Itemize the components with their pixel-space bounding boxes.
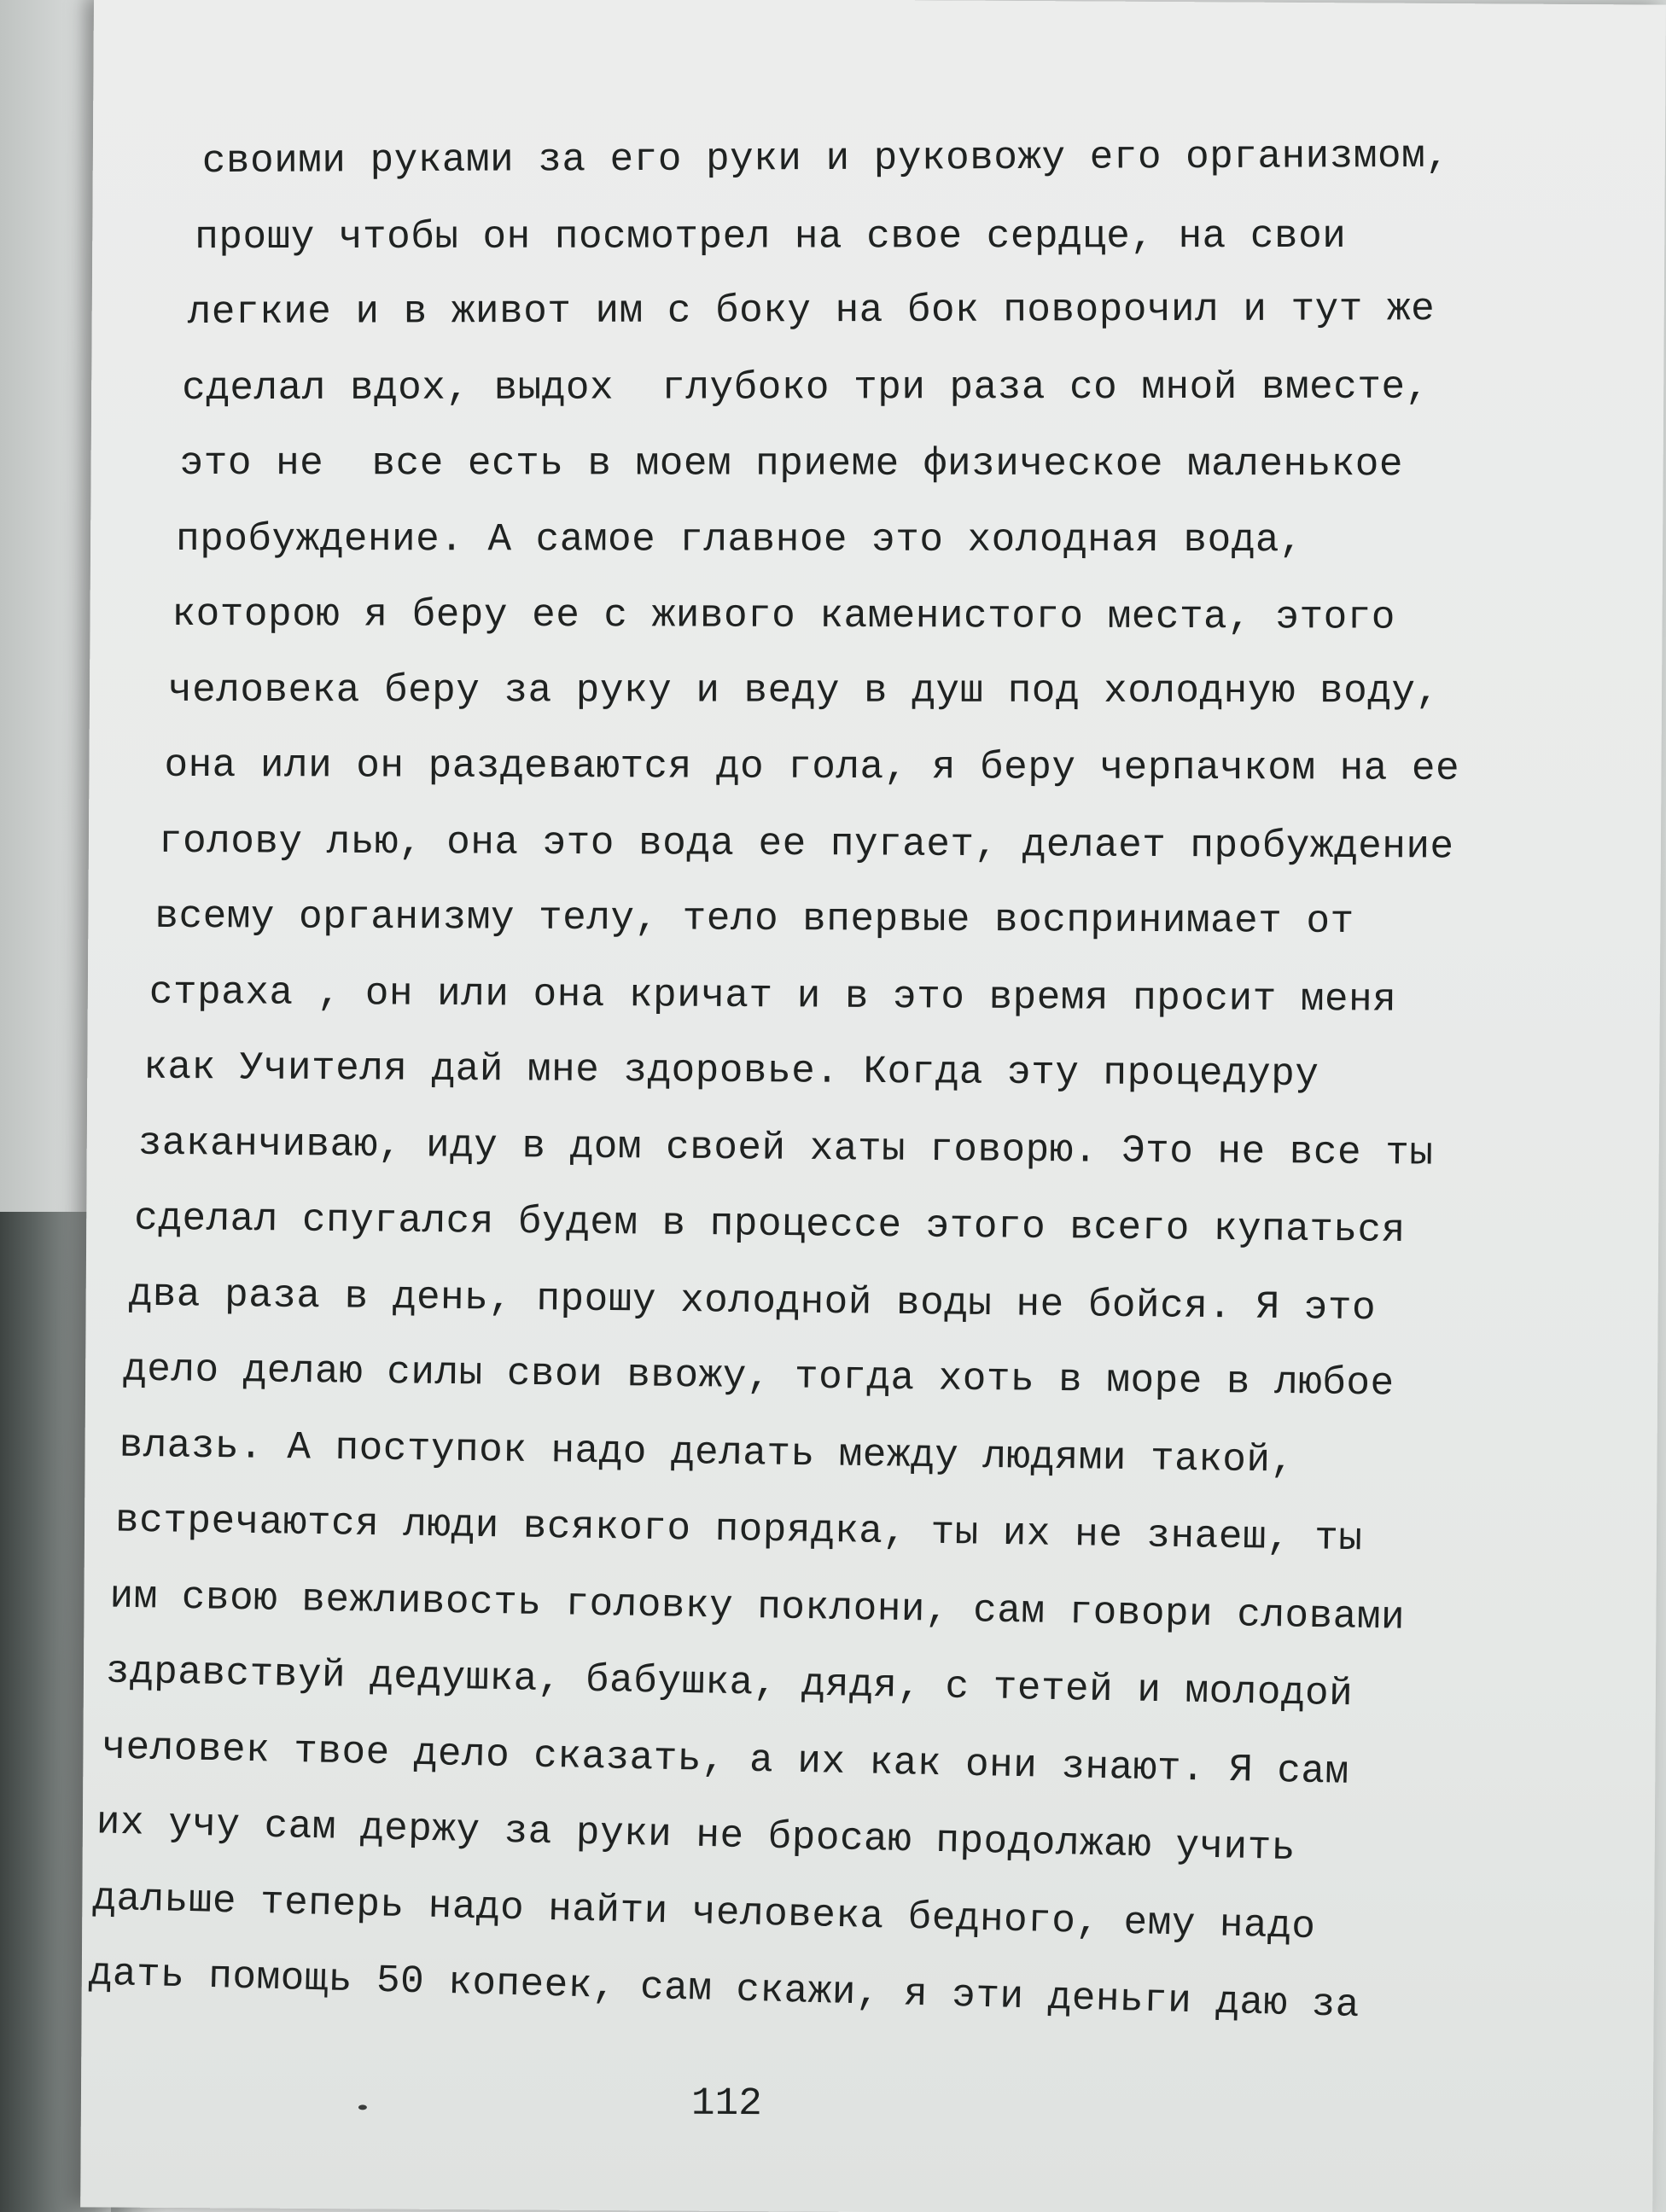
text-line: здравствуй дедушка, бабушка, дядя, с тетей и молодой bbox=[105, 1649, 1354, 1717]
text-line: всему организму телу, тело впервые воспринимает от bbox=[154, 894, 1354, 944]
text-line: это не все есть в моем приеме физическое маленькое bbox=[179, 440, 1404, 487]
text-line: два раза в день, прошу холодной воды не бойся. Я это bbox=[128, 1272, 1377, 1330]
text-line: сделал спугался будем в процессе этого всего купаться bbox=[134, 1196, 1406, 1253]
text-line: дело делаю силы свои ввожу, тогда хоть в море в любое bbox=[122, 1347, 1395, 1406]
text-line: своими руками за его руки и руковожу его организмом, bbox=[201, 133, 1450, 184]
text-line: встречаются люди всякого порядка, ты их не знаеш, ты bbox=[114, 1498, 1363, 1562]
typed-text-body bbox=[88, 124, 1629, 2029]
page-number: 112 bbox=[690, 2081, 762, 2127]
book-page bbox=[80, 0, 1666, 2212]
ink-speck bbox=[358, 2104, 367, 2110]
text-line: которою я беру ее с живого каменистого места, этого bbox=[172, 591, 1395, 640]
text-line: пробуждение. А самое главное это холодная вода, bbox=[176, 516, 1304, 562]
text-line: страха , он или она кричат и в это время просит меня bbox=[149, 969, 1397, 1022]
text-line: им свою вежливость головку поклони, сам говори словами bbox=[109, 1574, 1406, 1640]
text-line: как Учителя дай мне здоровье. Когда эту процедуру bbox=[143, 1045, 1319, 1097]
text-line: прошу чтобы он посмотрел на свое сердце, на свои bbox=[195, 213, 1347, 259]
text-line: заканчиваю, иду в дом своей хаты говорю. Это не все ты bbox=[137, 1121, 1434, 1176]
text-line: легкие и в живот им с боку на бок поворочил и тут же bbox=[187, 287, 1436, 335]
text-line: дать помощь 50 копеек, сам скажи, я эти деньги даю за bbox=[88, 1951, 1360, 2029]
text-line: она или он раздеваются до гола, я беру черпачком на ее bbox=[164, 742, 1460, 791]
text-line: голову лью, она это вода ее пугает, делает пробуждение bbox=[158, 818, 1454, 869]
text-line: человека беру за руку и веду в душ под холодную воду, bbox=[168, 667, 1440, 713]
text-line: их учу сам держу за руки не бросаю продолжаю учить bbox=[96, 1800, 1296, 1871]
text-line: сделал вдох, выдох глубоко три раза со мной вместе, bbox=[182, 364, 1430, 410]
text-line: влазь. А поступок надо делать между людями такой, bbox=[119, 1423, 1295, 1483]
text-line: дальше теперь надо найти человека бедного, ему надо bbox=[91, 1875, 1316, 1949]
text-line: человек твое дело сказать, а их как они знают. Я сам bbox=[101, 1724, 1350, 1795]
